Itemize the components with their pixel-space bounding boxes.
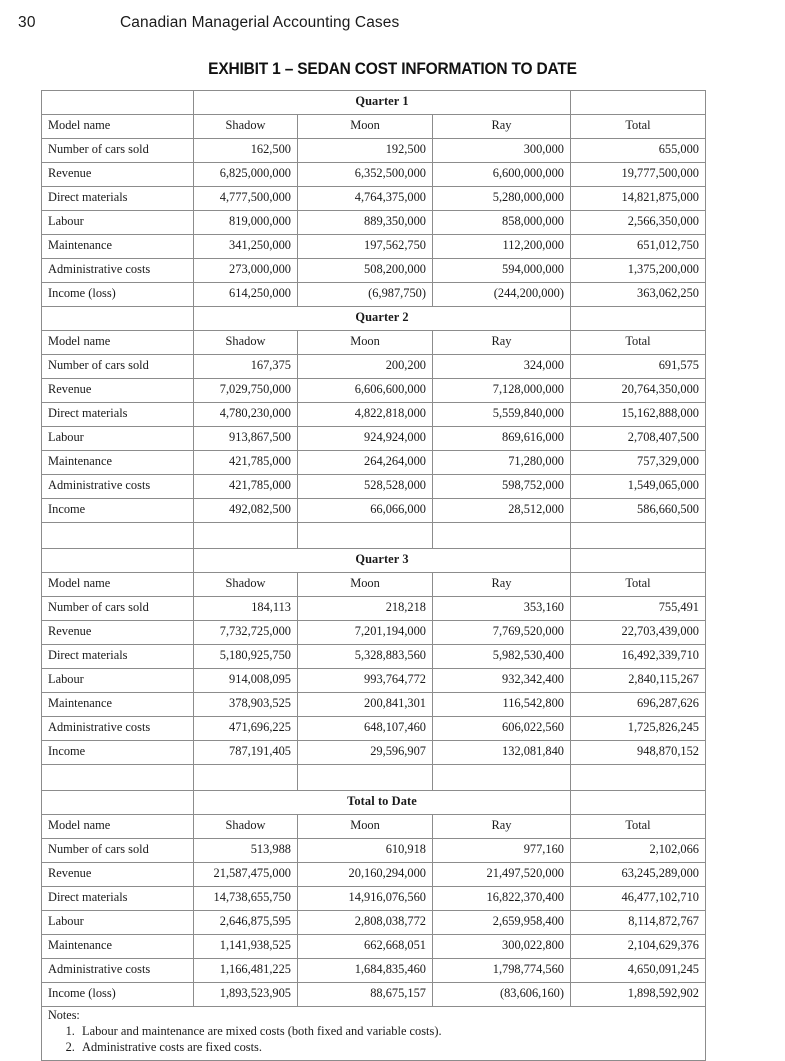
column-header-row [42, 331, 706, 355]
column-header-ray: Ray [433, 115, 571, 139]
table-row [42, 621, 706, 645]
cell-shadow: 913,867,500 [194, 427, 298, 451]
cell-total: 2,840,115,267 [571, 669, 706, 693]
cell-total: 15,162,888,000 [571, 403, 706, 427]
column-header-shadow: Shadow [194, 331, 298, 355]
section-heading-row [42, 549, 706, 573]
cell-moon: 993,764,772 [298, 669, 433, 693]
cell-total: 691,575 [571, 355, 706, 379]
table-row [42, 597, 706, 621]
spacer-cell [298, 765, 433, 791]
column-header-shadow: Shadow [194, 815, 298, 839]
column-header-ray: Ray [433, 331, 571, 355]
cell-total: 1,549,065,000 [571, 475, 706, 499]
row-label: Administrative costs [42, 717, 194, 741]
exhibit-table-container [41, 90, 705, 1061]
note-item: 1. Labour and maintenance are mixed costs (both fixed and variable costs). [78, 1024, 699, 1040]
cell-shadow: 162,500 [194, 139, 298, 163]
spacer-cell [298, 523, 433, 549]
row-label: Number of cars sold [42, 139, 194, 163]
cell-shadow: 819,000,000 [194, 211, 298, 235]
cell-shadow: 1,166,481,225 [194, 959, 298, 983]
notes-title: Notes: [48, 1008, 80, 1022]
row-label: Direct materials [42, 887, 194, 911]
table-row [42, 355, 706, 379]
notes-cell [42, 1007, 706, 1061]
table-row [42, 741, 706, 765]
cell-moon: 4,764,375,000 [298, 187, 433, 211]
row-label: Labour [42, 911, 194, 935]
section-heading-gutter-right [571, 791, 706, 815]
cell-ray: 977,160 [433, 839, 571, 863]
cell-total: 63,245,289,000 [571, 863, 706, 887]
section-heading-gutter-left [42, 307, 194, 331]
section-heading-gutter-right [571, 307, 706, 331]
cell-moon: 29,596,907 [298, 741, 433, 765]
spacer-cell [42, 523, 194, 549]
cell-ray: 112,200,000 [433, 235, 571, 259]
row-label: Income [42, 741, 194, 765]
cell-shadow: 273,000,000 [194, 259, 298, 283]
cell-total: 2,566,350,000 [571, 211, 706, 235]
column-header-total: Total [571, 573, 706, 597]
exhibit-title: EXHIBIT 1 – SEDAN COST INFORMATION TO DATE [208, 60, 577, 78]
cell-shadow: 614,250,000 [194, 283, 298, 307]
cell-shadow: 378,903,525 [194, 693, 298, 717]
row-label: Revenue [42, 621, 194, 645]
cell-ray: 300,000 [433, 139, 571, 163]
row-label: Administrative costs [42, 259, 194, 283]
cell-shadow: 421,785,000 [194, 451, 298, 475]
table-row [42, 935, 706, 959]
section-heading: Quarter 2 [194, 307, 571, 331]
table-row [42, 669, 706, 693]
cell-ray: 594,000,000 [433, 259, 571, 283]
cell-total: 1,898,592,902 [571, 983, 706, 1007]
row-label: Direct materials [42, 403, 194, 427]
cell-ray: 116,542,800 [433, 693, 571, 717]
column-header-moon: Moon [298, 115, 433, 139]
cell-moon: 528,528,000 [298, 475, 433, 499]
row-label: Revenue [42, 379, 194, 403]
column-header-ray: Ray [433, 815, 571, 839]
cell-total: 755,491 [571, 597, 706, 621]
column-header-ray: Ray [433, 573, 571, 597]
cell-moon: 197,562,750 [298, 235, 433, 259]
column-header-total: Total [571, 331, 706, 355]
cell-shadow: 4,780,230,000 [194, 403, 298, 427]
cell-total: 20,764,350,000 [571, 379, 706, 403]
cell-shadow: 184,113 [194, 597, 298, 621]
cell-total: 757,329,000 [571, 451, 706, 475]
cell-moon: 924,924,000 [298, 427, 433, 451]
row-label: Income (loss) [42, 283, 194, 307]
cell-total: 2,102,066 [571, 839, 706, 863]
cell-ray: 21,497,520,000 [433, 863, 571, 887]
table-row [42, 475, 706, 499]
row-label: Number of cars sold [42, 839, 194, 863]
row-label: Number of cars sold [42, 355, 194, 379]
cell-moon: 200,841,301 [298, 693, 433, 717]
cell-moon: 1,684,835,460 [298, 959, 433, 983]
cell-moon: 20,160,294,000 [298, 863, 433, 887]
cell-shadow: 1,141,938,525 [194, 935, 298, 959]
notes-list [48, 1024, 699, 1056]
row-label: Maintenance [42, 235, 194, 259]
cell-total: 22,703,439,000 [571, 621, 706, 645]
cell-moon: 88,675,157 [298, 983, 433, 1007]
section-heading-row [42, 791, 706, 815]
row-label: Revenue [42, 863, 194, 887]
section-heading-gutter-right [571, 549, 706, 573]
cell-shadow: 7,029,750,000 [194, 379, 298, 403]
cell-total: 2,104,629,376 [571, 935, 706, 959]
row-label: Labour [42, 211, 194, 235]
cell-moon: 5,328,883,560 [298, 645, 433, 669]
cell-shadow: 1,893,523,905 [194, 983, 298, 1007]
section-heading: Quarter 3 [194, 549, 571, 573]
cell-shadow: 492,082,500 [194, 499, 298, 523]
spacer-row [42, 765, 706, 791]
table-row [42, 163, 706, 187]
cell-shadow: 914,008,095 [194, 669, 298, 693]
cell-moon: 200,200 [298, 355, 433, 379]
cell-ray: 7,769,520,000 [433, 621, 571, 645]
section-heading-gutter-left [42, 91, 194, 115]
cell-ray: 858,000,000 [433, 211, 571, 235]
cell-shadow: 513,988 [194, 839, 298, 863]
cell-moon: 889,350,000 [298, 211, 433, 235]
cell-total: 8,114,872,767 [571, 911, 706, 935]
cell-shadow: 421,785,000 [194, 475, 298, 499]
cell-total: 16,492,339,710 [571, 645, 706, 669]
cell-moon: 508,200,000 [298, 259, 433, 283]
cell-shadow: 7,732,725,000 [194, 621, 298, 645]
section-heading-row [42, 307, 706, 331]
cell-shadow: 5,180,925,750 [194, 645, 298, 669]
row-label: Maintenance [42, 451, 194, 475]
column-header-row [42, 815, 706, 839]
page-number: 30 [18, 14, 36, 31]
spacer-cell [433, 765, 571, 791]
row-label: Direct materials [42, 645, 194, 669]
column-header-total: Total [571, 815, 706, 839]
cell-shadow: 21,587,475,000 [194, 863, 298, 887]
cell-ray: 932,342,400 [433, 669, 571, 693]
cell-moon: 7,201,194,000 [298, 621, 433, 645]
column-header-shadow: Shadow [194, 115, 298, 139]
cell-moon: 2,808,038,772 [298, 911, 433, 935]
table-row [42, 911, 706, 935]
cell-moon: 192,500 [298, 139, 433, 163]
cell-shadow: 14,738,655,750 [194, 887, 298, 911]
table-row [42, 235, 706, 259]
table-row [42, 717, 706, 741]
cell-ray: 5,280,000,000 [433, 187, 571, 211]
row-label: Income [42, 499, 194, 523]
note-item: 2. Administrative costs are fixed costs. [78, 1040, 699, 1056]
column-header-model-name: Model name [42, 115, 194, 139]
cell-moon: 6,606,600,000 [298, 379, 433, 403]
column-header-shadow: Shadow [194, 573, 298, 597]
spacer-cell [194, 523, 298, 549]
section-heading: Quarter 1 [194, 91, 571, 115]
column-header-total: Total [571, 115, 706, 139]
cell-moon: 264,264,000 [298, 451, 433, 475]
cell-ray: (83,606,160) [433, 983, 571, 1007]
spacer-cell [42, 765, 194, 791]
row-label: Revenue [42, 163, 194, 187]
cell-total: 4,650,091,245 [571, 959, 706, 983]
notes-row [42, 1007, 706, 1061]
cell-ray: 7,128,000,000 [433, 379, 571, 403]
table-row [42, 379, 706, 403]
cell-shadow: 6,825,000,000 [194, 163, 298, 187]
cell-ray: 606,022,560 [433, 717, 571, 741]
column-header-model-name: Model name [42, 331, 194, 355]
cell-moon: 4,822,818,000 [298, 403, 433, 427]
section-heading-gutter-right [571, 91, 706, 115]
cell-ray: 5,559,840,000 [433, 403, 571, 427]
column-header-row [42, 115, 706, 139]
cell-moon: 610,918 [298, 839, 433, 863]
section-heading: Total to Date [194, 791, 571, 815]
column-header-moon: Moon [298, 331, 433, 355]
cell-total: 1,375,200,000 [571, 259, 706, 283]
table-row [42, 839, 706, 863]
table-row [42, 645, 706, 669]
cell-ray: 71,280,000 [433, 451, 571, 475]
cell-total: 46,477,102,710 [571, 887, 706, 911]
spacer-cell [194, 765, 298, 791]
cell-total: 586,660,500 [571, 499, 706, 523]
row-label: Administrative costs [42, 959, 194, 983]
row-label: Number of cars sold [42, 597, 194, 621]
row-label: Direct materials [42, 187, 194, 211]
spacer-cell [433, 523, 571, 549]
table-row [42, 259, 706, 283]
cell-shadow: 787,191,405 [194, 741, 298, 765]
cell-shadow: 167,375 [194, 355, 298, 379]
cell-moon: 218,218 [298, 597, 433, 621]
table-row [42, 139, 706, 163]
section-heading-gutter-left [42, 549, 194, 573]
cell-total: 19,777,500,000 [571, 163, 706, 187]
sedan-cost-table [41, 90, 706, 1061]
table-row [42, 403, 706, 427]
cell-ray: 1,798,774,560 [433, 959, 571, 983]
cell-ray: 598,752,000 [433, 475, 571, 499]
spacer-cell [571, 523, 706, 549]
row-label: Maintenance [42, 935, 194, 959]
row-label: Administrative costs [42, 475, 194, 499]
cell-moon: 6,352,500,000 [298, 163, 433, 187]
table-row [42, 211, 706, 235]
cell-moon: 662,668,051 [298, 935, 433, 959]
row-label: Labour [42, 669, 194, 693]
cell-moon: 66,066,000 [298, 499, 433, 523]
section-heading-gutter-left [42, 791, 194, 815]
table-row [42, 187, 706, 211]
cell-ray: 324,000 [433, 355, 571, 379]
cell-shadow: 4,777,500,000 [194, 187, 298, 211]
cell-ray: (244,200,000) [433, 283, 571, 307]
cell-ray: 5,982,530,400 [433, 645, 571, 669]
column-header-model-name: Model name [42, 815, 194, 839]
cell-total: 655,000 [571, 139, 706, 163]
table-row [42, 887, 706, 911]
cell-ray: 2,659,958,400 [433, 911, 571, 935]
cell-total: 2,708,407,500 [571, 427, 706, 451]
cell-ray: 353,160 [433, 597, 571, 621]
cell-total: 696,287,626 [571, 693, 706, 717]
section-heading-row [42, 91, 706, 115]
cell-total: 651,012,750 [571, 235, 706, 259]
cell-shadow: 341,250,000 [194, 235, 298, 259]
column-header-row [42, 573, 706, 597]
column-header-model-name: Model name [42, 573, 194, 597]
table-row [42, 863, 706, 887]
cell-ray: 16,822,370,400 [433, 887, 571, 911]
cell-ray: 300,022,800 [433, 935, 571, 959]
cell-total: 14,821,875,000 [571, 187, 706, 211]
cell-shadow: 2,646,875,595 [194, 911, 298, 935]
cell-total: 948,870,152 [571, 741, 706, 765]
table-row [42, 499, 706, 523]
table-row [42, 693, 706, 717]
column-header-moon: Moon [298, 573, 433, 597]
row-label: Income (loss) [42, 983, 194, 1007]
cell-ray: 869,616,000 [433, 427, 571, 451]
running-title: Canadian Managerial Accounting Cases [120, 14, 400, 31]
cell-ray: 6,600,000,000 [433, 163, 571, 187]
table-row [42, 451, 706, 475]
table-row [42, 283, 706, 307]
cell-moon: 14,916,076,560 [298, 887, 433, 911]
spacer-cell [571, 765, 706, 791]
table-row [42, 983, 706, 1007]
spacer-row [42, 523, 706, 549]
cell-ray: 28,512,000 [433, 499, 571, 523]
table-row [42, 427, 706, 451]
page-header [0, 14, 785, 36]
cell-total: 363,062,250 [571, 283, 706, 307]
column-header-moon: Moon [298, 815, 433, 839]
cell-shadow: 471,696,225 [194, 717, 298, 741]
cell-total: 1,725,826,245 [571, 717, 706, 741]
cell-moon: (6,987,750) [298, 283, 433, 307]
table-row [42, 959, 706, 983]
row-label: Labour [42, 427, 194, 451]
row-label: Maintenance [42, 693, 194, 717]
cell-ray: 132,081,840 [433, 741, 571, 765]
cell-moon: 648,107,460 [298, 717, 433, 741]
table-body [42, 91, 706, 1061]
